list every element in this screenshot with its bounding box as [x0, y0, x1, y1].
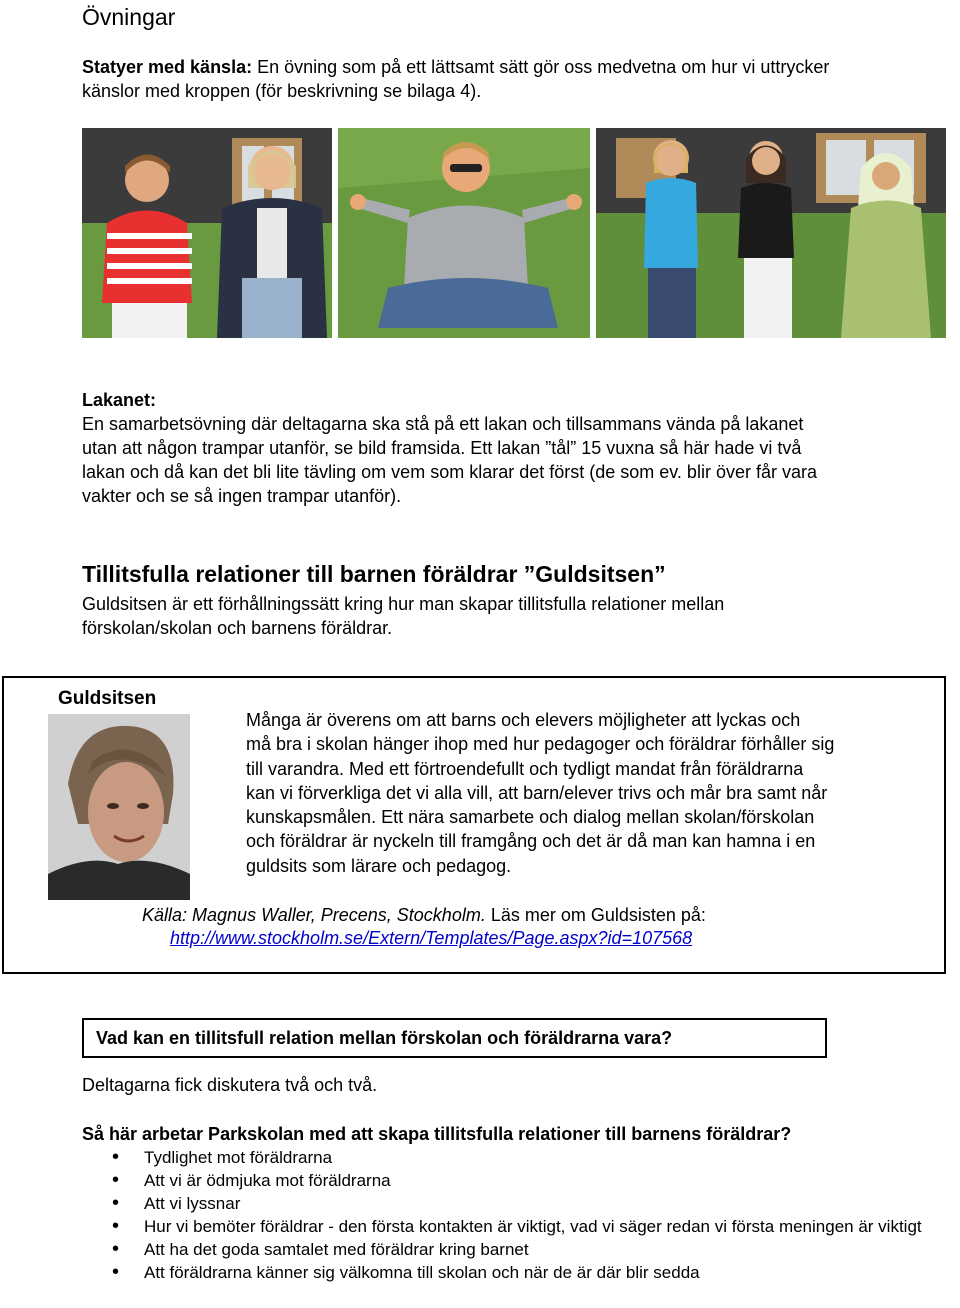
- list-item: • Tydlighet mot föräldrarna: [82, 1146, 960, 1169]
- statyer-heading: Statyer med känsla:: [82, 57, 253, 77]
- list-item: • Att ha det goda samtalet med föräldrar kring barnet: [82, 1238, 960, 1261]
- discussion-text: Deltagarna fick diskutera två och två.: [82, 1075, 378, 1095]
- lakanet-paragraph: [82, 388, 960, 508]
- statyer-text-2: känslor med kroppen (för beskrivning se bilaga 4).: [82, 81, 482, 101]
- list-item: • Att vi lyssnar: [82, 1192, 960, 1215]
- guldsitsen-line-2: må bra i skolan hänger ihop med hur pedagoger och föräldrar förhåller sig: [246, 734, 835, 755]
- guldsitsen-line-6: och föräldrar är nyckeln till framgång och det är då man kan hamna i en: [246, 831, 816, 852]
- guldsitsen-link[interactable]: http://www.stockholm.se/Extern/Templates/Page.aspx?id=107568: [170, 928, 693, 948]
- source-italic: Källa: Magnus Waller, Precens, Stockholm.: [142, 905, 486, 925]
- lakanet-line-1: En samarbetsövning där deltagarna ska stå på ett lakan och tillsammans vända på lakanet: [82, 414, 804, 434]
- tillitsfulla-heading: Tillitsfulla relationer till barnen föräldrar ”Guldsitsen”: [82, 561, 666, 587]
- question-text: Vad kan en tillitsfull relation mellan förskolan och föräldrarna vara?: [96, 1028, 673, 1048]
- guldsitsen-label: Guldsitsen: [58, 688, 157, 709]
- lakanet-line-4: vakter och se så ingen trampar utanför).: [82, 486, 402, 506]
- guldsitsen-box: [2, 676, 946, 974]
- guldsitsen-text: [246, 708, 946, 878]
- portrait-photo: [48, 714, 190, 900]
- lakanet-heading: Lakanet:: [82, 390, 157, 410]
- guldsitsen-line-7: guldsits som lärare och pedagog.: [246, 855, 512, 876]
- photo-sitting-man: [338, 128, 590, 338]
- lakanet-line-3: lakan och då kan det bli lite tävling om vem som klarar det först (de som ev. blir över får vara: [82, 462, 817, 482]
- parkskolan-heading: Så här arbetar Parkskolan med att skapa tillitsfulla relationer till barnens föräldrar?: [82, 1124, 792, 1144]
- source-rest: Läs mer om Guldsisten på:: [485, 905, 706, 925]
- photo-three-women: [596, 128, 946, 338]
- list-item: • Att vi är ödmjuka mot föräldrarna: [82, 1169, 960, 1192]
- guldsitsen-line-1: Många är överens om att barns och elevers möjligheter att lyckas och: [246, 710, 801, 730]
- tillitsfulla-line-2: förskolan/skolan och barnens föräldrar.: [82, 618, 393, 638]
- question-box: [82, 1018, 827, 1058]
- parkskolan-list: [82, 1146, 960, 1284]
- guldsitsen-line-3: till varandra. Med ett förtroendefullt och tydligt mandat från föräldrarna: [246, 758, 804, 779]
- tillitsfulla-paragraph: [82, 592, 960, 640]
- tillitsfulla-line-1: Guldsitsen är ett förhållningssätt kring hur man skapar tillitsfulla relationer mellan: [82, 594, 725, 614]
- guldsitsen-line-5: kunskapsmålen. Ett nära samarbete och dialog mellan skolan/förskolan: [246, 807, 815, 828]
- photo-two-women: [82, 128, 332, 338]
- page-title: Övningar: [82, 4, 176, 30]
- list-item: • Hur vi bemöter föräldrar - den första kontakten är viktigt, vad vi säger redan vi första meningen är viktigt: [82, 1215, 960, 1238]
- lakanet-line-2: utan att någon trampar utanför, se bild framsida. Ett lakan ”tål” 15 vuxna så här hade vi två: [82, 438, 802, 458]
- statyer-paragraph: [82, 55, 960, 103]
- statyer-text-1: En övning som på ett lättsamt sätt gör oss medvetna om hur vi uttrycker: [252, 57, 830, 77]
- guldsitsen-line-4: kan vi förverkliga det vi alla vill, att barn/elever trivs och mår bra samt når: [246, 782, 828, 803]
- list-item: • Att föräldrarna känner sig välkomna till skolan och när de är där blir sedda: [82, 1261, 960, 1284]
- guldsitsen-source: [142, 903, 706, 927]
